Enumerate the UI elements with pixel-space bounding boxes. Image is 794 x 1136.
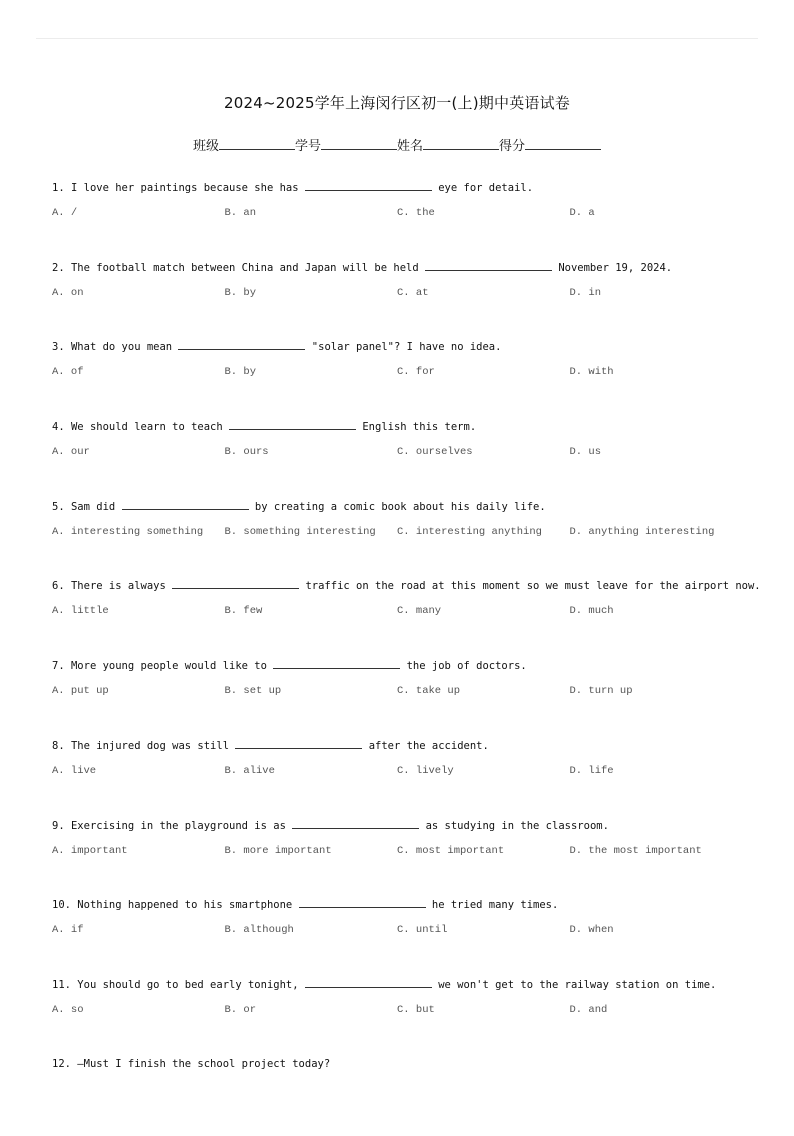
option-d[interactable]: D. the most important [569, 844, 702, 857]
option-b[interactable]: B. more important [224, 844, 332, 857]
question-7 [52, 658, 752, 738]
stem-before: You should go to bed early tonight, [77, 978, 299, 991]
option-b[interactable]: B. an [224, 207, 257, 219]
question-number: 6. [52, 580, 65, 593]
student-info-line [0, 135, 794, 154]
question-stem [52, 339, 752, 353]
option-b[interactable]: B. something interesting [224, 525, 376, 538]
stem-text: —Must I finish the school project today? [77, 1057, 331, 1070]
stem-before: Nothing happened to his smartphone [77, 899, 293, 912]
option-c[interactable]: C. interesting anything [397, 525, 542, 538]
stem-after: English this term. [362, 421, 477, 434]
option-b[interactable]: B. by [224, 366, 257, 379]
options-row [52, 1003, 752, 1017]
option-a[interactable]: A. live [52, 764, 97, 777]
option-b[interactable]: B. set up [224, 685, 282, 698]
option-d[interactable]: D. in [569, 286, 602, 299]
option-c[interactable]: C. most important [397, 844, 505, 857]
option-d[interactable]: D. with [569, 366, 614, 379]
top-divider [36, 38, 758, 39]
question-stem [52, 897, 752, 911]
student-number-label: 学号 [294, 139, 321, 154]
option-a[interactable]: A. / [52, 207, 78, 219]
option-c[interactable]: C. lively [397, 764, 454, 777]
name-field [397, 135, 499, 154]
answer-blank[interactable] [229, 419, 356, 430]
question-6 [52, 578, 761, 658]
question-2 [52, 260, 752, 340]
option-b[interactable]: B. few [224, 605, 263, 618]
question-number: 11. [52, 978, 71, 991]
option-d[interactable]: D. and [569, 1003, 608, 1016]
answer-blank[interactable] [425, 260, 552, 271]
answer-blank[interactable] [273, 658, 400, 669]
option-b[interactable]: B. by [224, 286, 257, 299]
options-row [52, 365, 752, 379]
stem-after: he tried many times. [431, 899, 559, 912]
answer-blank[interactable] [235, 738, 362, 749]
question-number: 2. [52, 261, 65, 274]
stem-before: The injured dog was still [70, 739, 230, 752]
option-a[interactable]: A. if [52, 924, 84, 937]
page-title: 2024~2025学年上海闵行区初一(上)期中英语试卷 [223, 94, 571, 112]
option-a[interactable]: A. so [52, 1003, 84, 1016]
option-c[interactable]: C. but [397, 1003, 435, 1016]
question-stem [52, 419, 752, 433]
stem-after: traffic on the road at this moment so we must leave for the airport now. [305, 580, 761, 593]
stem-before: I love her paintings because she has [70, 182, 299, 194]
class-blank[interactable] [219, 137, 295, 150]
stem-after: "solar panel"? I have no idea. [311, 341, 502, 354]
question-list [52, 180, 761, 1136]
stem-after: as studying in the classroom. [425, 819, 609, 832]
option-b[interactable]: B. ours [224, 446, 269, 459]
name-label: 姓名 [397, 139, 424, 154]
option-b[interactable]: B. although [224, 924, 294, 937]
answer-blank[interactable] [305, 977, 432, 988]
stem-after: the job of doctors. [406, 660, 527, 673]
option-c[interactable]: C. at [397, 286, 429, 299]
option-c[interactable]: C. the [397, 207, 435, 219]
option-d[interactable]: D. much [569, 605, 614, 618]
name-blank[interactable] [423, 137, 499, 150]
question-stem [52, 180, 752, 194]
stem-after: eye for detail. [438, 182, 534, 194]
question-3 [52, 339, 752, 419]
options-row [52, 206, 752, 220]
option-a[interactable]: A. interesting something [52, 525, 204, 538]
option-d[interactable]: D. turn up [569, 685, 633, 698]
option-c[interactable]: C. many [397, 605, 442, 618]
answer-blank[interactable] [122, 499, 249, 510]
option-d[interactable]: D. us [569, 446, 602, 459]
stem-before: Exercising in the playground is as [70, 819, 286, 832]
question-5 [52, 499, 752, 579]
stem-before: Sam did [70, 500, 116, 513]
stem-after: by creating a comic book about his daily life. [254, 500, 546, 513]
student-number-blank[interactable] [321, 137, 397, 150]
question-9 [52, 818, 752, 898]
question-10 [52, 897, 752, 977]
class-label: 班级 [192, 139, 219, 154]
question-number: 9. [52, 819, 65, 832]
option-b[interactable]: B. or [224, 1003, 257, 1016]
question-4 [52, 419, 752, 499]
stem-before: We should learn to teach [70, 421, 223, 434]
option-a[interactable]: A. our [52, 446, 90, 459]
option-d[interactable]: D. life [569, 764, 614, 777]
question-number: 4. [52, 421, 65, 434]
stem-after: November 19, 2024. [558, 261, 673, 274]
student-number-field [295, 135, 397, 154]
question-stem [52, 578, 761, 593]
option-d[interactable]: D. anything interesting [569, 525, 715, 538]
option-d[interactable]: D. when [569, 924, 614, 937]
question-stem [52, 818, 752, 832]
question-stem [52, 977, 752, 991]
question-number: 12. [52, 1057, 71, 1070]
stem-before: There is always [70, 580, 166, 593]
option-a[interactable]: A. on [52, 286, 84, 299]
score-label: 得分 [499, 139, 526, 154]
question-number: 1. [52, 182, 65, 194]
question-number: 8. [52, 739, 65, 752]
option-d[interactable]: D. a [569, 207, 595, 219]
option-b[interactable]: B. alive [224, 764, 275, 777]
stem-after: we won't get to the railway station on time. [438, 978, 717, 991]
options-row [52, 844, 752, 858]
question-number: 3. [52, 341, 65, 354]
option-c[interactable]: C. until [397, 924, 448, 937]
options-row [52, 445, 752, 459]
answer-blank[interactable] [172, 578, 299, 589]
option-a[interactable]: A. put up [52, 685, 109, 698]
stem-before: The football match between China and Japan will be held [70, 261, 419, 274]
option-c[interactable]: C. take up [397, 685, 461, 698]
question-stem [52, 738, 752, 752]
question-number: 5. [52, 500, 65, 513]
question-11 [52, 977, 752, 1057]
answer-blank[interactable] [178, 339, 305, 350]
question-stem [52, 1057, 752, 1071]
options-row [52, 923, 752, 937]
question-stem [52, 499, 752, 513]
question-number: 7. [52, 660, 65, 673]
stem-after: after the accident. [368, 739, 489, 752]
stem-before: More young people would like to [70, 660, 267, 673]
question-8 [52, 738, 752, 818]
question-stem [52, 260, 752, 274]
answer-blank[interactable] [292, 818, 419, 829]
option-a[interactable]: A. little [52, 605, 109, 618]
stem-before: What do you mean [70, 341, 173, 354]
question-1 [52, 180, 752, 260]
options-row [52, 764, 752, 778]
score-field [499, 135, 601, 154]
option-a[interactable]: A. important [52, 844, 128, 857]
score-blank[interactable] [525, 137, 601, 150]
options-row [52, 286, 752, 300]
question-number: 10. [52, 899, 71, 912]
option-c[interactable]: C. ourselves [397, 446, 473, 459]
class-field [193, 135, 295, 154]
answer-blank[interactable] [305, 180, 432, 191]
question-stem [52, 658, 752, 672]
options-row [52, 684, 752, 698]
question-12 [52, 1057, 752, 1136]
answer-blank[interactable] [299, 897, 426, 908]
option-c[interactable]: C. for [397, 366, 435, 379]
options-row [52, 604, 752, 618]
options-row [52, 525, 752, 539]
option-a[interactable]: A. of [52, 366, 84, 379]
